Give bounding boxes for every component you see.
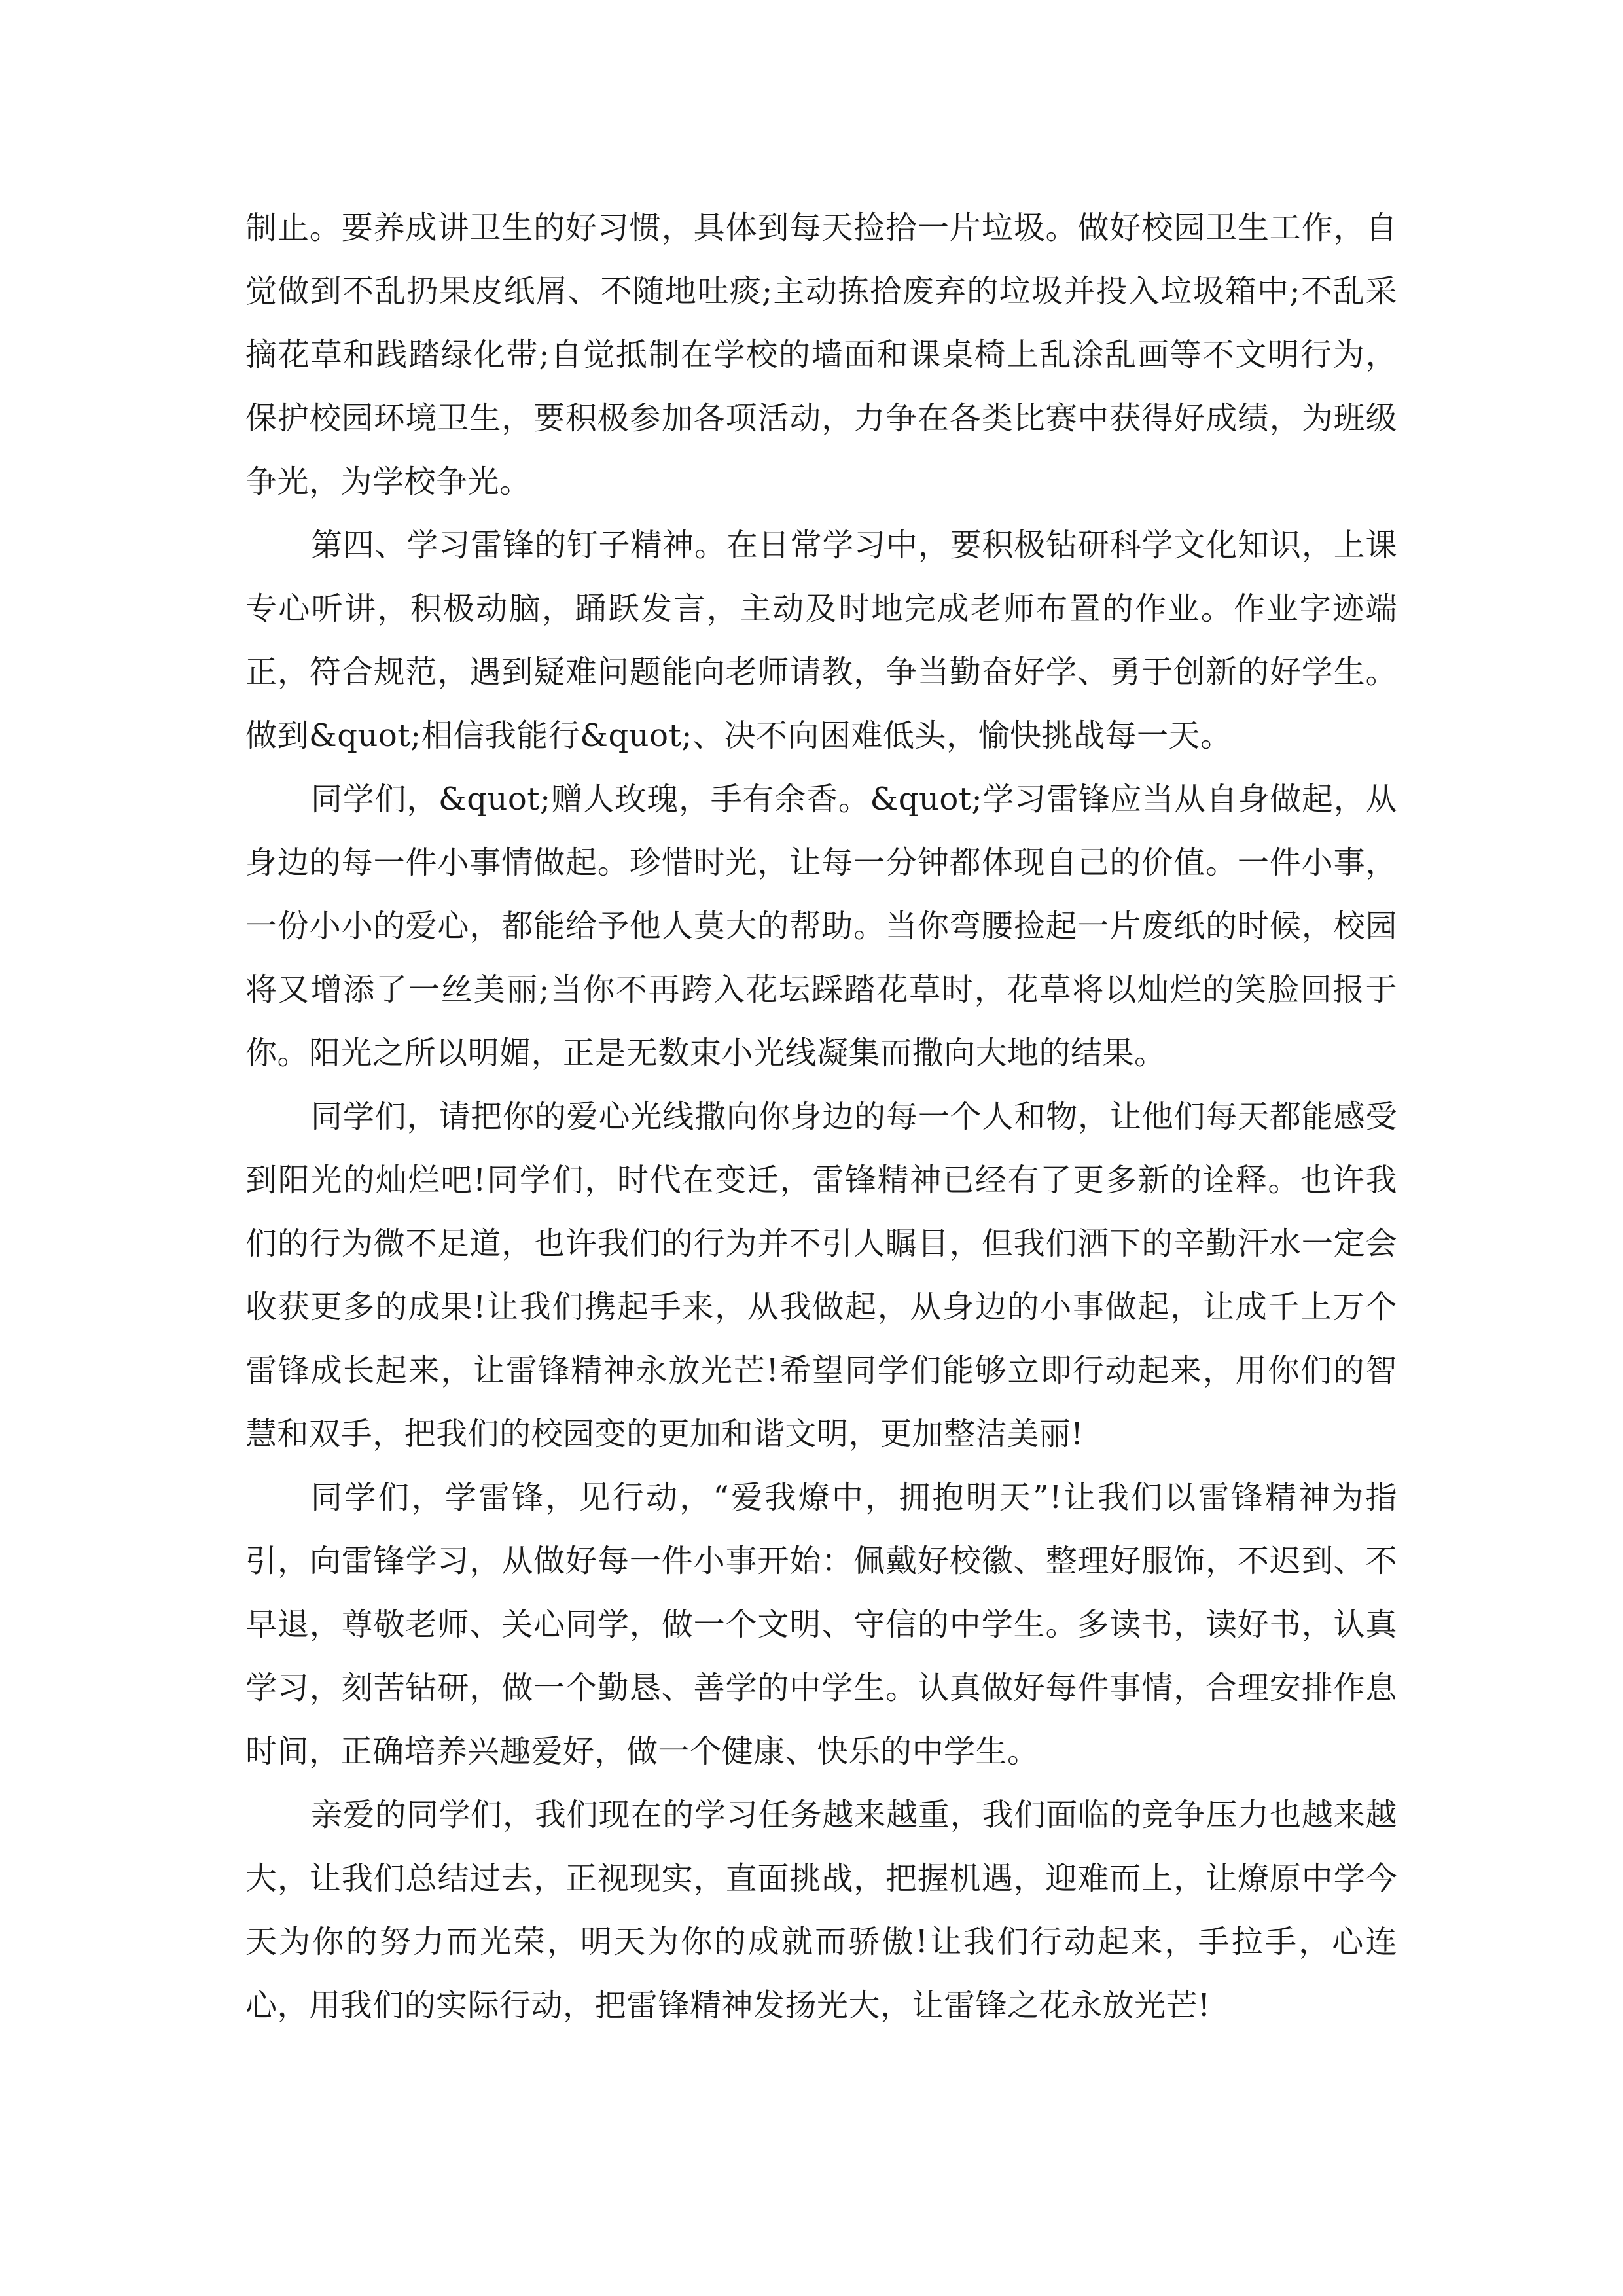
paragraph-closing: 亲爱的同学们，我们现在的学习任务越来越重，我们面临的竞争压力也越来越大，让我们总结过去，正视现实，直面挑战，把握机遇，迎难而上，让燎原中学今天为你的努力而光荣，明天为你的成就而骄傲!让我们行动起来，手拉手，心连心，用我们的实际行动，把雷锋精神发扬光大，让雷锋之花永放光芒!	[245, 1797, 1397, 2024]
paragraph-continuation: 制止。要养成讲卫生的好习惯，具体到每天捡拾一片垃圾。做好校园卫生工作，自觉做到不乱扔果皮纸屑、不随地吐痰;主动拣拾废弃的垃圾并投入垃圾箱中;不乱采摘花草和践踏绿化带;自觉抵制在学校的墙面和课桌椅上乱涂乱画等不文明行为，保护校园环境卫生，要积极参加各项活动，力争在各类比赛中获得好成绩，为班级争光，为学校争光。	[245, 209, 1397, 500]
paragraph-roses: 同学们，&quot;赠人玫瑰，手有余香。&quot;学习雷锋应当从自身做起，从身边的每一件小事情做起。珍惜时光，让每一分钟都体现自己的价值。一件小事，一份小小的爱心，都能给予他人莫大的帮助。当你弯腰捡起一片废纸的时候，校园将又增添了一丝美丽;当你不再跨入花坛踩踏花草时，花草将以灿烂的笑脸回报于你。阳光之所以明媚，正是无数束小光线凝集而撒向大地的结果。	[245, 781, 1397, 1071]
paragraph-action: 同学们，学雷锋，见行动，“爱我燎中，拥抱明天”!让我们以雷锋精神为指引，向雷锋学习，从做好每一件小事开始：佩戴好校徽、整理好服饰，不迟到、不早退，尊敬老师、关心同学，做一个文明、守信的中学生。多读书，读好书，认真学习，刻苦钻研，做一个勤恳、善学的中学生。认真做好每件事情，合理安排作息时间，正确培养兴趣爱好，做一个健康、快乐的中学生。	[245, 1479, 1397, 1770]
paragraph-fourth-point: 第四、学习雷锋的钉子精神。在日常学习中，要积极钻研科学文化知识，上课专心听讲，积极动脑，踊跃发言，主动及时地完成老师布置的作业。作业字迹端正，符合规范，遇到疑难问题能向老师请教，争当勤奋好学、勇于创新的好学生。做到&quot;相信我能行&quot;、决不向困难低头，愉快挑战每一天。	[245, 527, 1397, 754]
document-body	[245, 196, 1397, 2037]
paragraph-sunlight: 同学们，请把你的爱心光线撒向你身边的每一个人和物，让他们每天都能感受到阳光的灿烂吧!同学们，时代在变迁，雷锋精神已经有了更多新的诠释。也许我们的行为微不足道，也许我们的行为并不引人瞩目，但我们洒下的辛勤汗水一定会收获更多的成果!让我们携起手来，从我做起，从身边的小事做起，让成千上万个雷锋成长起来，让雷锋精神永放光芒!希望同学们能够立即行动起来，用你们的智慧和双手，把我们的校园变的更加和谐文明，更加整洁美丽!	[245, 1098, 1397, 1452]
